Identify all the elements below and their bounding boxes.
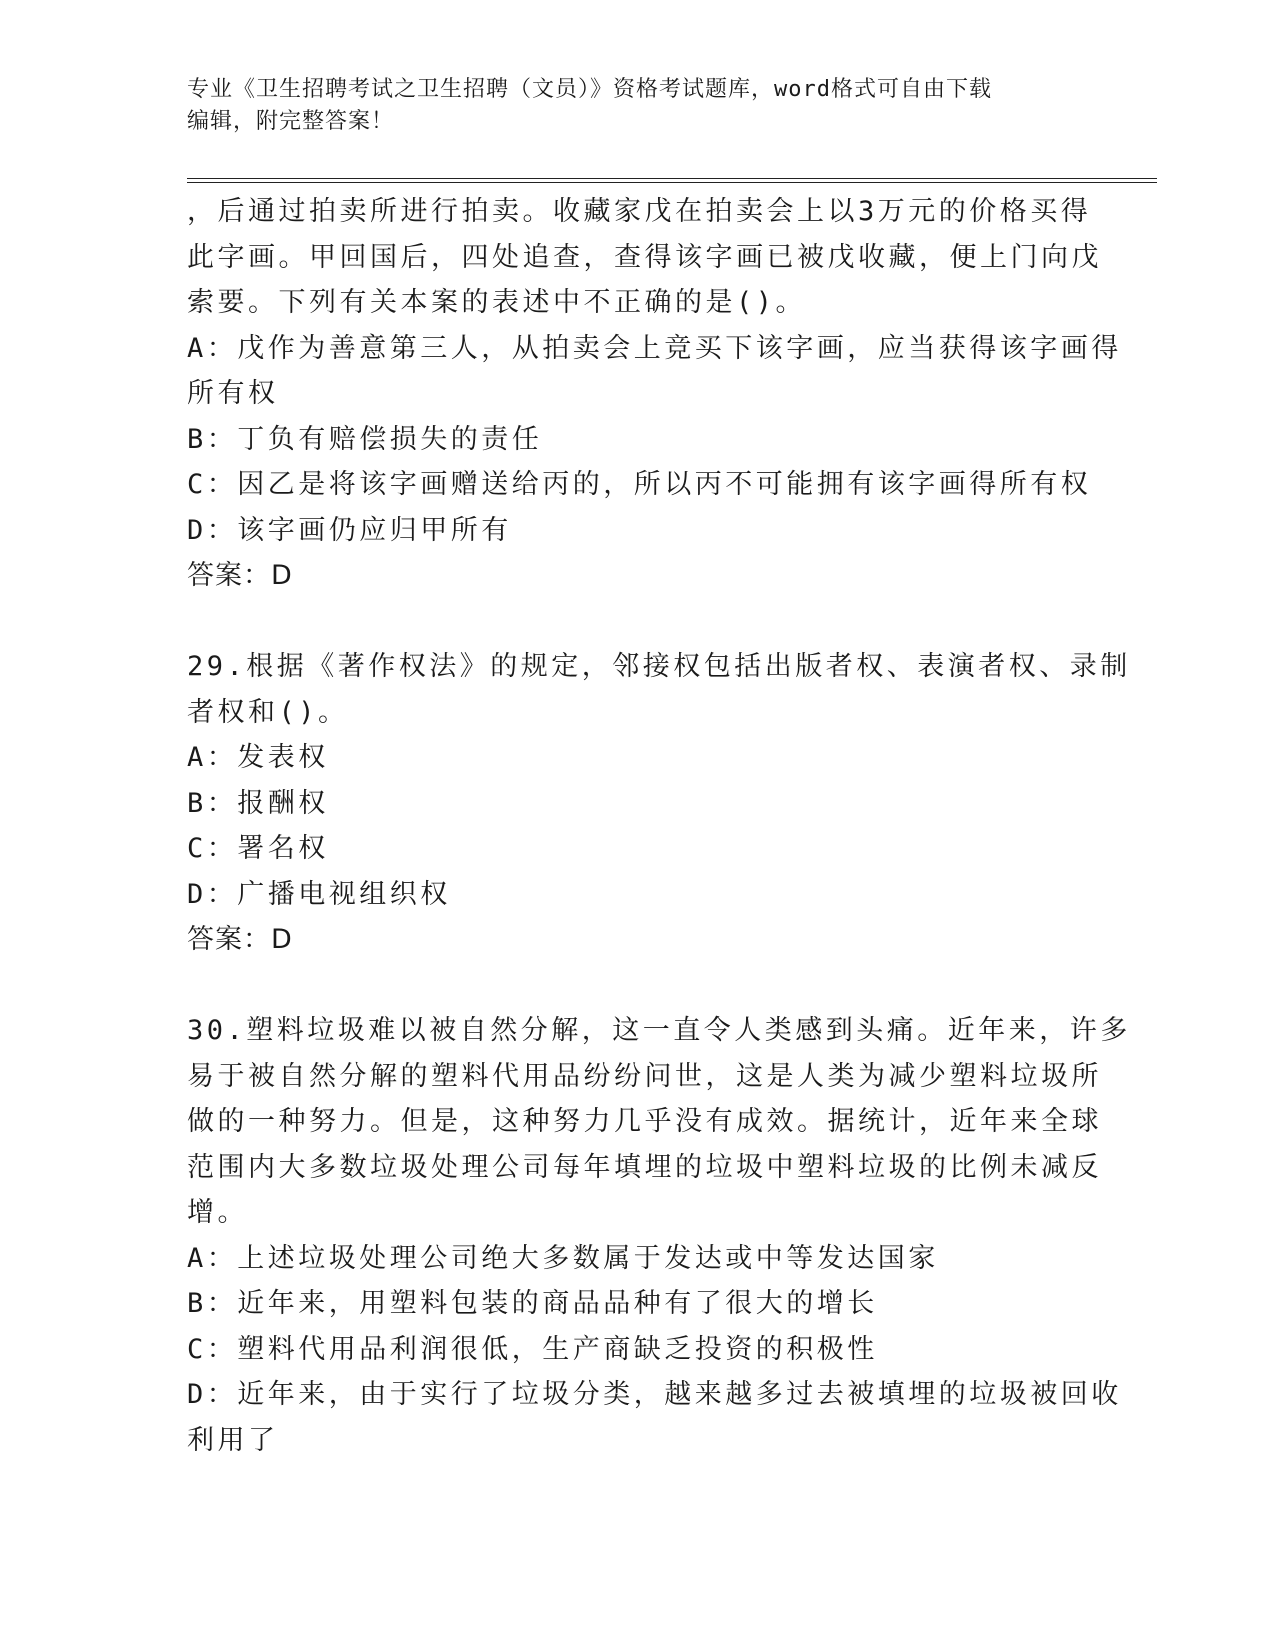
question-28 bbox=[187, 189, 1122, 599]
option-a: A：上述垃圾处理公司绝大多数属于发达或中等发达国家 bbox=[187, 1242, 939, 1274]
question-stem-line: 29.根据《著作权法》的规定，邻接权包括出版者权、表演者权、录制 bbox=[187, 651, 1131, 682]
option-d: D：近年来，由于实行了垃圾分类，越来越多过去被填埋的垃圾被回收 bbox=[187, 1379, 1122, 1410]
question-stem-line: 易于被自然分解的塑料代用品纷纷问世，这是人类为减少塑料垃圾所 bbox=[187, 1060, 1102, 1092]
question-stem-line: 30.塑料垃圾难以被自然分解，这一直令人类感到头痛。近年来，许多 bbox=[187, 1015, 1131, 1046]
spacer bbox=[187, 599, 1087, 645]
header-divider-bottom bbox=[187, 182, 1157, 183]
question-stem-line: 增。 bbox=[187, 1197, 248, 1228]
option-b: B：报酬权 bbox=[187, 787, 329, 819]
header-line-2: 编辑，附完整答案！ bbox=[187, 109, 395, 134]
option-b: B：丁负有赔偿损失的责任 bbox=[187, 423, 543, 455]
option-a: A：戊作为善意第三人，从拍卖会上竞买下该字画，应当获得该字画得 bbox=[187, 332, 1122, 364]
answer: 答案：D bbox=[187, 560, 293, 591]
option-d-continued: 利用了 bbox=[187, 1424, 279, 1456]
question-stem-line: 范围内大多数垃圾处理公司每年填埋的垃圾中塑料垃圾的比例未减反 bbox=[187, 1151, 1102, 1183]
option-a-continued: 所有权 bbox=[187, 378, 279, 409]
question-stem-line: 索要。下列有关本案的表述中不正确的是()。 bbox=[187, 287, 807, 318]
answer: 答案：D bbox=[187, 924, 293, 955]
header-line-1: 专业《卫生招聘考试之卫生招聘（文员）》资格考试题库，word格式可自由下载 bbox=[187, 77, 992, 102]
option-d: D：该字画仍应归甲所有 bbox=[187, 514, 512, 546]
question-stem-line: ，后通过拍卖所进行拍卖。收藏家戊在拍卖会上以3万元的价格买得 bbox=[187, 196, 1092, 227]
option-c: C：塑料代用品利润很低，生产商缺乏投资的积极性 bbox=[187, 1333, 878, 1365]
document-header bbox=[187, 74, 1087, 138]
spacer bbox=[187, 963, 1087, 1009]
question-29 bbox=[187, 644, 1131, 963]
option-c: C：署名权 bbox=[187, 833, 329, 864]
question-30 bbox=[187, 1008, 1131, 1463]
question-stem-line: 做的一种努力。但是，这种努力几乎没有成效。据统计，近年来全球 bbox=[187, 1106, 1102, 1137]
document-body bbox=[187, 189, 1131, 1463]
option-d: D：广播电视组织权 bbox=[187, 878, 451, 910]
question-stem-line: 者权和()。 bbox=[187, 696, 349, 728]
question-stem-line: 此字画。甲回国后，四处追查，查得该字画已被戊收藏，便上门向戊 bbox=[187, 241, 1102, 273]
header-divider-top bbox=[187, 178, 1157, 179]
option-c: C：因乙是将该字画赠送给丙的，所以丙不可能拥有该字画得所有权 bbox=[187, 469, 1092, 500]
option-a: A：发表权 bbox=[187, 742, 329, 773]
option-b: B：近年来，用塑料包装的商品品种有了很大的增长 bbox=[187, 1288, 878, 1319]
